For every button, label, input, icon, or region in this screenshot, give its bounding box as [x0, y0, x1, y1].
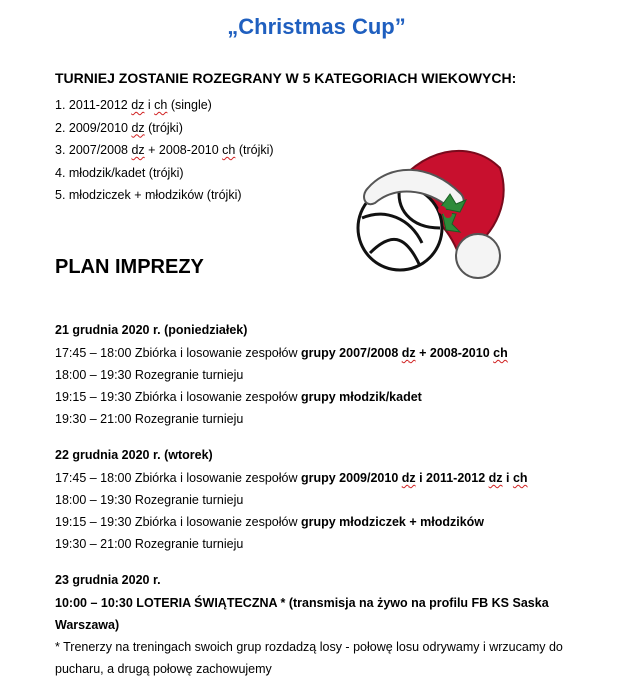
document-title: „Christmas Cup”	[227, 14, 406, 39]
day-section-3	[55, 568, 575, 680]
schedule-row: 18:00 – 19:30 Rozegranie turnieju	[55, 368, 244, 382]
day-title: 23 grudnia 2020 r.	[55, 573, 161, 587]
lottery-note: * Trenerzy na treningach swoich grup rozdadzą losy - połowę losu odrywamy i wrzucamy do pucharu, a drugą połowę zachowujemy	[55, 640, 563, 676]
day-section-2	[55, 443, 528, 555]
schedule-row: 17:45 – 18:00 Zbiórka i losowanie zespołów grupy 2009/2010 dz i 2011-2012 dz i ch	[55, 471, 528, 485]
day-title: 21 grudnia 2020 r. (poniedziałek)	[55, 323, 248, 337]
category-item: 3. 2007/2008 dz + 2008-2010 ch (trójki)	[55, 143, 274, 157]
schedule-row: 19:15 – 19:30 Zbiórka i losowanie zespołów grupy młodzik/kadet	[55, 390, 422, 404]
day-title: 22 grudnia 2020 r. (wtorek)	[55, 448, 213, 462]
plan-heading: PLAN IMPREZY	[55, 256, 204, 278]
category-item: 1. 2011-2012 dz i ch (single)	[55, 98, 212, 112]
schedule-row: 19:30 – 21:00 Rozegranie turnieju	[55, 537, 244, 551]
category-item: 4. młodzik/kadet (trójki)	[55, 165, 184, 180]
schedule-row: 19:30 – 21:00 Rozegranie turnieju	[55, 412, 244, 426]
schedule-row: 18:00 – 19:30 Rozegranie turnieju	[55, 493, 244, 507]
categories-heading: TURNIEJ ZOSTANIE ROZEGRANY W 5 KATEGORIACH WIEKOWYCH:	[55, 70, 517, 86]
category-item: 5. młodziczek + młodzików (trójki)	[55, 188, 242, 202]
categories-list	[55, 94, 274, 207]
schedule-row: 17:45 – 18:00 Zbiórka i losowanie zespołów grupy 2007/2008 dz + 2008-2010 ch	[55, 346, 508, 360]
schedule-row: 19:15 – 19:30 Zbiórka i losowanie zespołów grupy młodziczek + młodzików	[55, 515, 485, 529]
lottery-line: 10:00 – 10:30 LOTERIA ŚWIĄTECZNA * (transmisja na żywo na profilu FB KS Saska Warszawa)	[55, 596, 549, 632]
santa-hat-volleyball-icon	[350, 138, 510, 288]
day-section-1	[55, 318, 508, 430]
category-item: 2. 2009/2010 dz (trójki)	[55, 120, 183, 135]
